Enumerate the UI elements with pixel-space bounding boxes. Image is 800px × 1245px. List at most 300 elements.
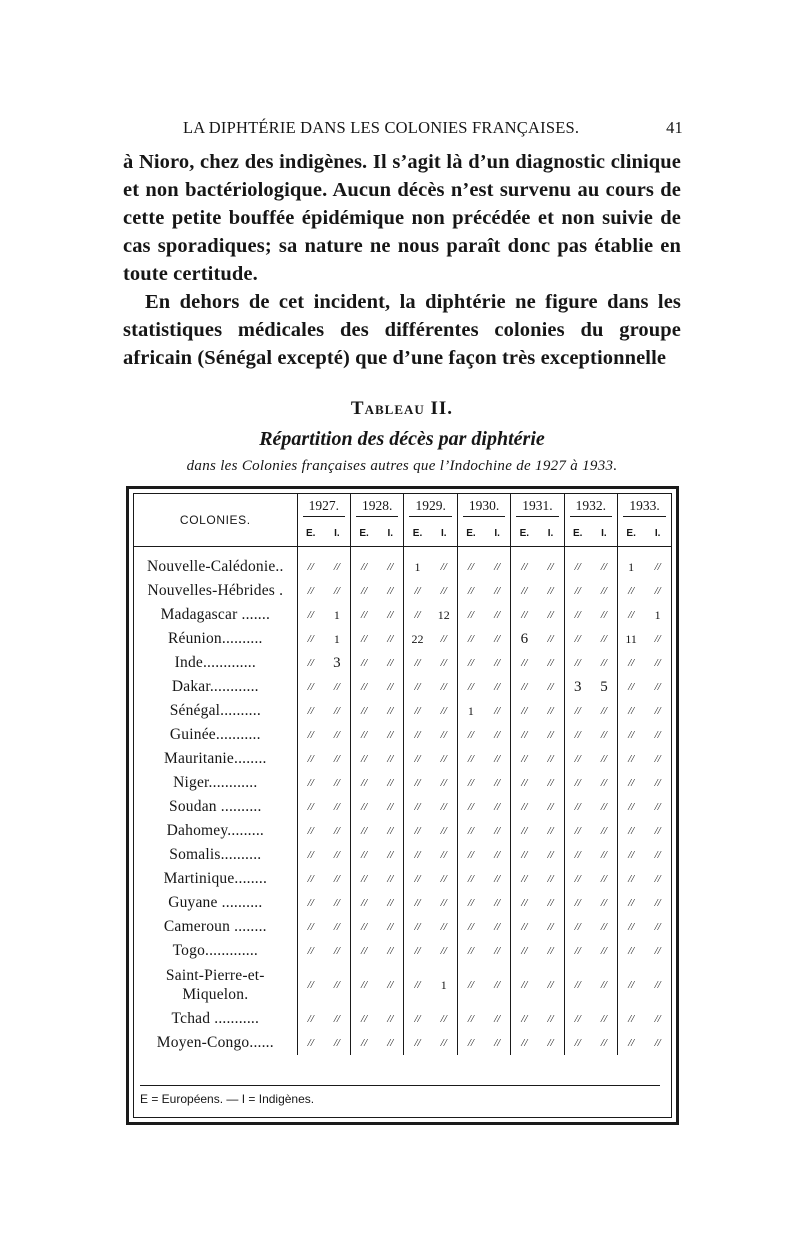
table-cell: // <box>387 1013 394 1025</box>
table-cell: // <box>511 723 538 747</box>
table-cell: // <box>333 921 340 933</box>
table-cell: // <box>440 753 447 765</box>
table-cell: // <box>351 675 378 699</box>
table-cell: // <box>600 873 607 885</box>
indigenes-subheader: I. <box>537 520 564 547</box>
table-cell: // <box>333 681 340 693</box>
table-cell: // <box>297 555 324 579</box>
table-cell: 3 <box>564 675 591 699</box>
table-cell: // <box>297 843 324 867</box>
table-cell: // <box>351 747 378 771</box>
table-cell: // <box>404 795 431 819</box>
table-cell: // <box>333 561 340 573</box>
table-cell: // <box>351 819 378 843</box>
table-cell: // <box>547 897 554 909</box>
table-cell: // <box>511 699 538 723</box>
table-cell: // <box>547 561 554 573</box>
year-header: 1928. <box>351 494 404 520</box>
table-cell: // <box>511 771 538 795</box>
table-cell: // <box>654 633 661 645</box>
table-cell: // <box>440 633 447 645</box>
table-cell: // <box>351 939 378 963</box>
table-cell: // <box>333 825 340 837</box>
table-cell: // <box>404 939 431 963</box>
table-cell: // <box>404 867 431 891</box>
table-cell: // <box>600 1013 607 1025</box>
table-cell: // <box>547 633 554 645</box>
table-cell: // <box>387 897 394 909</box>
table-cell: // <box>404 603 431 627</box>
table-cell: // <box>511 603 538 627</box>
table-cell: // <box>511 963 538 1007</box>
table-cell: // <box>440 1037 447 1049</box>
table-cell: // <box>297 891 324 915</box>
table-cell: // <box>654 801 661 813</box>
table-row <box>134 1031 671 1055</box>
table-cell: // <box>600 825 607 837</box>
table-cell: // <box>564 579 591 603</box>
table-cell: 5 <box>600 678 608 695</box>
table-cell: // <box>618 891 645 915</box>
table-cell: // <box>564 603 591 627</box>
table-cell: // <box>511 1031 538 1055</box>
table-cell: // <box>333 777 340 789</box>
spacer-row <box>134 547 671 556</box>
table-cell: // <box>511 675 538 699</box>
table-cell: // <box>494 729 501 741</box>
table-cell: // <box>618 843 645 867</box>
table-cell: // <box>654 657 661 669</box>
table-cell: // <box>600 1037 607 1049</box>
table-cell: // <box>404 891 431 915</box>
table-cell: // <box>457 1007 484 1031</box>
table-title: Répartition des décès par diphtérie <box>259 428 545 450</box>
colony-name: Niger............ <box>134 771 297 795</box>
year-header: 1927. <box>297 494 350 520</box>
colony-name: Togo............. <box>134 939 297 963</box>
table-cell: // <box>457 915 484 939</box>
table-cell: // <box>387 945 394 957</box>
table-cell: // <box>297 675 324 699</box>
table-cell: // <box>457 1031 484 1055</box>
table-cell: // <box>494 1013 501 1025</box>
table-cell: 1 <box>654 607 661 622</box>
colony-name: Saint-Pierre-et-Miquelon. <box>134 963 297 1007</box>
table-cell: // <box>600 945 607 957</box>
table-cell: // <box>494 945 501 957</box>
colony-name: Nouvelles-Hébrides . <box>134 579 297 603</box>
table-cell: // <box>387 825 394 837</box>
table-cell: // <box>351 867 378 891</box>
table-cell: // <box>333 705 340 717</box>
table-cell: // <box>457 795 484 819</box>
table-cell: // <box>547 873 554 885</box>
table-cell: // <box>618 795 645 819</box>
table-cell: // <box>618 699 645 723</box>
table-row <box>134 747 671 771</box>
indigenes-subheader: I. <box>484 520 511 547</box>
table-cell: // <box>351 771 378 795</box>
table-cell: // <box>387 681 394 693</box>
table-cell: // <box>333 873 340 885</box>
table-cell: // <box>494 801 501 813</box>
table-cell: // <box>297 723 324 747</box>
colony-name: Sénégal.......... <box>134 699 297 723</box>
table-cell: // <box>511 867 538 891</box>
table-cell: // <box>387 801 394 813</box>
table-cell: // <box>600 753 607 765</box>
table-cell: // <box>547 681 554 693</box>
table-cell: 1 <box>457 699 484 723</box>
table-cell: // <box>547 705 554 717</box>
table-cell: // <box>387 633 394 645</box>
table-cell: // <box>404 963 431 1007</box>
table-row <box>134 555 671 579</box>
table-cell: // <box>564 867 591 891</box>
table-cell: // <box>404 747 431 771</box>
table-cell: // <box>511 795 538 819</box>
running-head-title: LA DIPHTÉRIE DANS LES COLONIES FRANÇAISES. <box>183 118 580 137</box>
table-cell: // <box>494 897 501 909</box>
table-cell: // <box>600 657 607 669</box>
table-cell: // <box>351 963 378 1007</box>
table-cell: // <box>297 627 324 651</box>
table-cell: // <box>618 939 645 963</box>
table-cell: 12 <box>437 607 450 622</box>
body-text <box>123 148 681 372</box>
table-cell: // <box>494 979 501 991</box>
table-cell: // <box>440 945 447 957</box>
table-cell: // <box>387 657 394 669</box>
table-cell: // <box>387 849 394 861</box>
table-cell: // <box>297 699 324 723</box>
table-cell: // <box>494 777 501 789</box>
table-cell: // <box>618 771 645 795</box>
table-cell: // <box>564 627 591 651</box>
table-cell: // <box>387 729 394 741</box>
table-cell: // <box>547 1013 554 1025</box>
table-cell: // <box>457 843 484 867</box>
page-number: 41 <box>666 118 683 137</box>
table-cell: // <box>297 603 324 627</box>
europeens-subheader: E. <box>351 520 378 547</box>
table-label: Tableau II. <box>350 398 454 419</box>
table-cell: // <box>564 771 591 795</box>
table-cell: // <box>351 891 378 915</box>
table-row <box>134 915 671 939</box>
table-cell: // <box>618 723 645 747</box>
table-legend: E = Européens. — I = Indigènes. <box>140 1085 660 1106</box>
colony-name: Martinique........ <box>134 867 297 891</box>
table-cell: // <box>387 777 394 789</box>
table-cell: // <box>351 579 378 603</box>
table-row <box>134 939 671 963</box>
table-cell: // <box>440 849 447 861</box>
table-cell: // <box>297 867 324 891</box>
table-cell: // <box>494 561 501 573</box>
table-cell: // <box>564 723 591 747</box>
table-cell: // <box>494 825 501 837</box>
table-cell: 1 <box>333 631 340 646</box>
table-cell: // <box>457 819 484 843</box>
table-cell: // <box>547 801 554 813</box>
table-cell: // <box>387 873 394 885</box>
table-body <box>134 547 671 1056</box>
table-cell: // <box>564 699 591 723</box>
table-cell: // <box>351 603 378 627</box>
table-cell: // <box>654 1013 661 1025</box>
table-cell: // <box>564 795 591 819</box>
europeens-subheader: E. <box>457 520 484 547</box>
table-cell: // <box>494 657 501 669</box>
europeens-subheader: E. <box>511 520 538 547</box>
table-cell: // <box>618 867 645 891</box>
table-cell: // <box>600 633 607 645</box>
indigenes-subheader: I. <box>644 520 671 547</box>
table-cell: // <box>457 675 484 699</box>
table-cell: // <box>404 579 431 603</box>
table-row <box>134 819 671 843</box>
table-cell: // <box>457 891 484 915</box>
table-cell: // <box>511 915 538 939</box>
table-cell: // <box>440 705 447 717</box>
table-cell: // <box>564 1031 591 1055</box>
table-row <box>134 891 671 915</box>
table-row <box>134 651 671 675</box>
table-cell: // <box>333 1013 340 1025</box>
table-cell: // <box>333 729 340 741</box>
table-cell: // <box>618 651 645 675</box>
table-cell: 1 <box>440 977 447 992</box>
table-cell: // <box>600 849 607 861</box>
table-cell: // <box>564 555 591 579</box>
table-cell: // <box>511 843 538 867</box>
paragraph-2: En dehors de cet incident, la diphtérie ne figure dans les statistiques médicales des différentes colonies du groupe africain (Sénégal excepté) que d’une façon très exceptionnelle <box>123 291 681 369</box>
colony-name: Tchad ........... <box>134 1007 297 1031</box>
table-cell: // <box>440 825 447 837</box>
table-cell: // <box>600 609 607 621</box>
colony-name: Madagascar ....... <box>134 603 297 627</box>
table-cell: // <box>654 873 661 885</box>
table-cell: // <box>547 753 554 765</box>
table-cell: // <box>547 729 554 741</box>
table-cell: // <box>404 651 431 675</box>
table-cell: // <box>297 819 324 843</box>
table-row <box>134 579 671 603</box>
table-cell: // <box>654 897 661 909</box>
table-cell: // <box>404 819 431 843</box>
table-cell: // <box>654 777 661 789</box>
colony-name: Nouvelle-Calédonie.. <box>134 555 297 579</box>
table-cell: // <box>547 945 554 957</box>
colony-name: Mauritanie........ <box>134 747 297 771</box>
table-cell: // <box>333 849 340 861</box>
table-cell: // <box>654 585 661 597</box>
table-cell: // <box>564 963 591 1007</box>
table-cell: // <box>457 747 484 771</box>
table-cell: // <box>351 627 378 651</box>
table-cell: // <box>440 585 447 597</box>
colony-name: Dahomey......... <box>134 819 297 843</box>
colony-name: Soudan .......... <box>134 795 297 819</box>
table-cell: // <box>618 819 645 843</box>
table-cell: // <box>654 945 661 957</box>
table-cell: // <box>351 843 378 867</box>
table-cell: // <box>618 1007 645 1031</box>
indigenes-subheader: I. <box>591 520 618 547</box>
table-cell: // <box>333 979 340 991</box>
year-header: 1932. <box>564 494 617 520</box>
colony-name: Guyane .......... <box>134 891 297 915</box>
europeens-subheader: E. <box>618 520 645 547</box>
table-cell: // <box>297 939 324 963</box>
table-cell: // <box>440 873 447 885</box>
table-cell: // <box>654 1037 661 1049</box>
table-cell: // <box>547 657 554 669</box>
table-cell: // <box>564 1007 591 1031</box>
table-cell: // <box>654 729 661 741</box>
year-header: 1930. <box>457 494 510 520</box>
table-cell: // <box>618 579 645 603</box>
table-cell: // <box>404 915 431 939</box>
indigenes-subheader: I. <box>377 520 404 547</box>
table-cell: // <box>404 1007 431 1031</box>
table-cell: // <box>654 705 661 717</box>
table-cell: // <box>618 915 645 939</box>
table-cell: // <box>297 579 324 603</box>
table-cell: // <box>387 705 394 717</box>
table-cell: // <box>654 979 661 991</box>
table-cell: // <box>494 585 501 597</box>
table-cell: // <box>600 801 607 813</box>
table-cell: // <box>404 675 431 699</box>
table-row <box>134 723 671 747</box>
year-header: 1933. <box>618 494 671 520</box>
table-cell: // <box>404 843 431 867</box>
europeens-subheader: E. <box>564 520 591 547</box>
table-cell: // <box>387 921 394 933</box>
table-cell: 1 <box>404 555 431 579</box>
table-cell: // <box>511 579 538 603</box>
table-cell: // <box>440 777 447 789</box>
table-cell: // <box>654 825 661 837</box>
table-cell: 3 <box>333 654 341 671</box>
table-cell: // <box>494 849 501 861</box>
europeens-subheader: E. <box>297 520 324 547</box>
table-cell: // <box>440 897 447 909</box>
europeens-subheader: E. <box>404 520 431 547</box>
table-cell: // <box>564 819 591 843</box>
table-row <box>134 603 671 627</box>
table-cell: // <box>654 681 661 693</box>
table-cell: // <box>494 921 501 933</box>
year-header: 1929. <box>404 494 457 520</box>
table-cell: // <box>440 681 447 693</box>
table-row <box>134 675 671 699</box>
table-cell: // <box>351 915 378 939</box>
table-cell: // <box>404 1031 431 1055</box>
table-cell: // <box>511 555 538 579</box>
table-cell: // <box>404 771 431 795</box>
table-cell: // <box>600 897 607 909</box>
table-cell: // <box>333 1037 340 1049</box>
table-cell: // <box>654 849 661 861</box>
table-cell: // <box>457 651 484 675</box>
colony-name: Réunion.......... <box>134 627 297 651</box>
table-cell: // <box>511 939 538 963</box>
table-cell: // <box>564 915 591 939</box>
table-cell: // <box>600 705 607 717</box>
table-cell: // <box>351 651 378 675</box>
table-cell: // <box>654 753 661 765</box>
table-cell: 6 <box>511 627 538 651</box>
mortality-table <box>134 494 671 1055</box>
table-cell: // <box>440 657 447 669</box>
table-cell: // <box>297 1031 324 1055</box>
table-cell: // <box>351 699 378 723</box>
table-cell: 11 <box>618 627 645 651</box>
paragraph-1: à Nioro, chez des indigènes. Il s’agit là d’un diagnostic clinique et non bactériologique. Aucun décès n’est survenu au cours de cette petite bouffée épidémique non précédée et non suivie de cas sporadiques; sa nature ne nous paraît donc pas établie en toute certitude. <box>123 151 681 285</box>
colony-name: Inde............. <box>134 651 297 675</box>
table-cell: // <box>387 979 394 991</box>
table-cell: // <box>297 747 324 771</box>
table-cell: // <box>297 651 324 675</box>
table-cell: 22 <box>404 627 431 651</box>
table-cell: // <box>618 963 645 1007</box>
indigenes-subheader: I. <box>431 520 458 547</box>
table-cell: // <box>618 747 645 771</box>
table-cell: // <box>440 1013 447 1025</box>
table-cell: // <box>494 681 501 693</box>
table-cell: // <box>404 699 431 723</box>
table-cell: // <box>387 585 394 597</box>
indigenes-subheader: I. <box>324 520 351 547</box>
table-cell: // <box>457 867 484 891</box>
table-cell: // <box>564 651 591 675</box>
table-cell: // <box>600 979 607 991</box>
table-cell: // <box>600 921 607 933</box>
table-cell: // <box>547 921 554 933</box>
table-cell: 1 <box>618 555 645 579</box>
colony-name: Somalis.......... <box>134 843 297 867</box>
table-cell: // <box>654 561 661 573</box>
table-cell: // <box>547 825 554 837</box>
table-cell: // <box>351 1031 378 1055</box>
table-cell: // <box>547 849 554 861</box>
table-cell: // <box>494 753 501 765</box>
table-cell: // <box>511 819 538 843</box>
colonies-column-header: COLONIES. <box>134 494 297 547</box>
table-row <box>134 1007 671 1031</box>
table-cell: // <box>511 1007 538 1031</box>
table-cell: // <box>511 891 538 915</box>
table-cell: // <box>440 801 447 813</box>
table-cell: // <box>457 579 484 603</box>
table-cell: // <box>440 729 447 741</box>
table-cell: // <box>600 585 607 597</box>
table-cell: // <box>387 1037 394 1049</box>
table-row <box>134 699 671 723</box>
table-cell: // <box>494 633 501 645</box>
table-cell: // <box>387 753 394 765</box>
table-cell: // <box>494 1037 501 1049</box>
table-cell: // <box>494 873 501 885</box>
year-header-row <box>134 494 671 520</box>
table-cell: // <box>333 585 340 597</box>
running-head <box>123 118 683 138</box>
table-cell: // <box>600 561 607 573</box>
year-header: 1931. <box>511 494 564 520</box>
